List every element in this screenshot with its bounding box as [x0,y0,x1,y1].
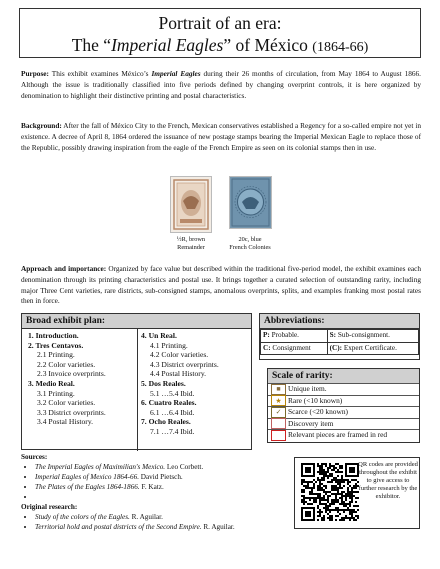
source-author: David Pietsch. [139,473,183,481]
rarity-scale-heading: Scale of rarity: [268,369,419,383]
exhibit-plan-panel [21,313,252,450]
star-icon: ★ [271,395,286,406]
stamp-caption-1-line-1: ½R, brown [176,236,206,243]
approach-text: Organized by face value but described within the traditional five-period model, the exhibit examines each denomination through its printing characteristics and postal use. It brings together a curated selection of outstanding rarity, including major Three Cent varieties, rare districts, sub-consigned stamps, anomalous overprints, splits, and examples franking most postal rates then in force. [21,264,421,306]
plan-item: 2.1 Printing. [37,350,75,360]
source-item [35,482,286,492]
plan-column-2 [138,329,251,451]
exhibit-plan-heading: Broad exhibit plan: [22,314,251,329]
abbr-consignment: C: Consignment [261,342,328,355]
exhibit-title [19,8,421,58]
unique-icon: ■ [271,384,286,395]
sources-section [21,452,286,532]
abbreviations-table [260,329,419,355]
abbr-sub-consignment: S: Sub-consignment. [327,330,418,343]
qr-code-icon[interactable] [301,463,359,521]
plan-item: 4. Un Real. [141,331,177,340]
research-heading: Original research: [21,503,78,511]
background-label: Background: [21,121,62,130]
plan-item: 3.3 District overprints. [37,407,106,417]
check-icon: ✓ [271,407,286,418]
source-title: The Plates of the Eagles 1864-1866. [35,483,140,491]
source-item [35,492,286,502]
plan-item: 2.2 Color varieties. [37,359,96,369]
plan-item: 5. Dos Reales. [141,378,186,388]
source-author: R. Aguilar. [129,513,163,521]
plan-item: 3.2 Color varieties. [37,398,96,408]
source-item [35,522,286,532]
approach-paragraph [21,264,421,307]
rarity-item [268,383,419,395]
background-text: After the fall of México City to the French, Mexican conservatives established a Regency for a so-called empire not yet in existence. A decree of April 8, 1864 ordered the issuance of new postage stamps bearing the Imperial Mexican Eagle to replace those of the Republic, possibly drawing inspiration from the eagle of the French Empire as seen on its colonial stamps then in use. [21,121,421,152]
source-author: R. Aguilar. [201,523,235,531]
eagle-stamp-blue-icon [230,177,271,228]
source-title: Territorial hold and postal districts of the Second Empire. [35,523,202,531]
approach-label: Approach and importance: [21,264,107,273]
plan-column-1 [22,329,138,451]
purpose-emphasis: Imperial Eagles [151,69,201,78]
rarity-item [268,429,419,441]
plan-item: 7.1 …7.4 Ibid. [150,426,195,436]
source-item [35,462,286,472]
abbreviations-heading: Abbreviations: [260,314,419,329]
plan-item: 3. Medio Real. [28,378,75,388]
title-prefix: The “ [71,35,112,55]
qr-note: QR codes are provided throughout the exhibit to give access to further research by the exhibitor. [358,461,418,500]
sources-list [21,462,286,502]
rarity-label: Rare (<10 known) [288,395,343,405]
rarity-item [268,406,419,418]
source-title: Imperial Eagles of Mexico 1864-66. [35,473,139,481]
stamp-caption-2-line-1: 20c, blue [238,236,262,243]
plan-item: 6. Cuatro Reales. [141,398,197,408]
plan-item: 4.2 Color varieties. [150,350,209,360]
stamp-caption-1 [161,236,221,252]
rarity-item [268,395,419,407]
eagle-stamp-icon [171,177,211,232]
plan-item: 7. Ocho Reales. [141,417,191,427]
title-italic: Imperial Eagles [111,35,224,55]
purpose-text-a: This exhibit examines México’s [48,69,152,78]
plan-item: 4.3 District overprints. [150,359,219,369]
source-author: F. Katz. [139,483,164,491]
rarity-item [268,418,419,430]
title-mid: ” of México [223,35,313,55]
rarity-label: Scarce (<20 known) [288,407,348,416]
plan-item: 2.3 Invoice overprints. [37,369,106,379]
abbr-expert-certificate: (C): Expert Certificate. [327,342,418,355]
purpose-paragraph [21,69,421,101]
plan-item: 4.4 Postal History. [150,369,207,379]
rarity-label: Discovery item [288,418,334,428]
abbreviations-panel [259,313,420,360]
plan-item: 1. Introduction. [28,331,79,340]
plan-item: 4.1 Printing. [150,340,188,350]
plan-item: 5.1 …5.4 Ibid. [150,388,195,398]
background-paragraph [21,121,421,153]
title-line-2 [20,34,420,59]
stamp-caption-1-line-2: Remainder [177,244,205,251]
plan-item: 6.1 …6.4 Ibid. [150,407,195,417]
source-item [35,472,286,482]
stamp-image-half-real [170,176,212,233]
rarity-scale-panel [267,368,420,443]
title-years: (1864-66) [312,40,369,55]
source-title: Study of the colors of the Eagles. [35,513,130,521]
red-frame-icon [271,430,286,441]
plan-item: 3.4 Postal History. [37,417,94,427]
discovery-icon [271,418,286,429]
rarity-label: Unique item. [288,384,327,393]
abbr-probable: P: Probable. [261,330,328,343]
stamp-image-french-colonies [229,176,272,229]
plan-item: 2. Tres Centavos. [28,340,84,350]
stamp-caption-2 [220,236,280,252]
source-author: Leo Corbett. [165,463,204,471]
plan-item: 3.1 Printing. [37,388,75,398]
source-item [35,512,286,522]
research-list [21,512,286,532]
title-line-1: Portrait of an era: [158,13,282,33]
sources-heading: Sources: [21,453,48,461]
rarity-list [268,383,419,441]
rarity-label: Relevant pieces are framed in red [288,430,388,439]
purpose-text-b: during their 26 months of circulation, from May 1864 to August 1866. Although the issue is traditionally classified into five periods defined by changing overprint controls, it is here organized by denomination to highlight their distinctive printing and postal characteristics. [21,69,421,100]
stamp-caption-2-line-2: French Colonies [229,244,271,251]
source-title: The Imperial Eagles of Maximilian's Mexico. [35,463,166,471]
purpose-label: Purpose: [21,69,49,78]
